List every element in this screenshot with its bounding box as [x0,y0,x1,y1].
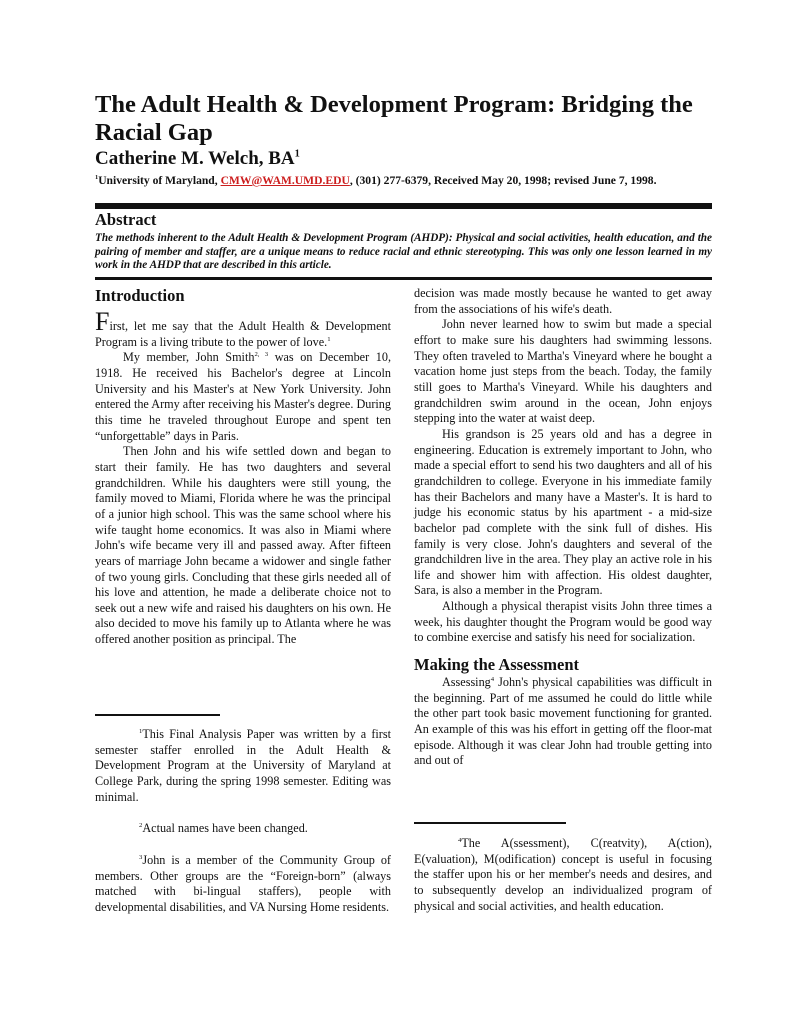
footnote-2-marker: 2 [139,822,143,830]
right-column [414,286,712,769]
author-email-link[interactable]: CMW@WAM.UMD.EDU [220,174,350,187]
paper-title: The Adult Health & Development Program: Bridging the Racial Gap [95,91,693,146]
drop-cap: F [95,307,110,336]
abstract-text: The methods inherent to the Adult Health & Development Program (AHDP): Physical and social activities, health education, and the pairing of member and staffer, are a unique means to reduce racial and ethnic stereotyping. This was only one lesson learned in my work in the AHDP that are described in this article. [95,232,712,272]
footnote-1-marker: 1 [139,727,143,735]
intro-paragraph-2-text-a: My member, John Smith [123,350,255,365]
abstract-bottom-rule [95,277,712,280]
footnote-4-marker: 4 [458,836,462,844]
assessment-paragraph-1-text-a: Assessing [442,675,491,690]
intro-paragraph-4: decision was made mostly because he wanted to get away from the associations of his wife's death. [414,286,712,316]
footnote-1-text: This Final Analysis Paper was written by a first semester staffer enrolled in the Adult Health & Development Program at the University of Maryland at College Park, during the spring 1998 semester. Editing was minimal. [95,727,391,804]
intro-paragraph-1-text: irst, let me say that the Adult Health & Development Program is a living tribute to the power of love. [95,319,391,349]
affiliation-line [95,173,710,188]
left-column [95,286,391,648]
affiliation-institution: University of Maryland, [98,174,221,187]
introduction-heading: Introduction [95,286,185,305]
footnote-ref-1: 1 [327,335,331,343]
footnotes-right [414,836,712,914]
assessment-heading: Making the Assessment [414,655,580,675]
footnotes-left [95,727,391,916]
footnote-3 [95,853,391,916]
footnote-rule-right [414,822,566,824]
footnote-1 [95,727,391,805]
intro-paragraph-3: Then John and his wife settled down and began to start their family. He has two daughters and several grandchildren. While his daughters were still young, the family moved to Miami, Florida where he was the principal of a junior high school. This was the same school where his wife taught home economics. It was also in Miami where John's wife became very ill and passed away. After fifteen years of marriage John became a widower and single father of two young girls. Concluding that these girls needed all of his love and attention, he made a deliberate choice not to seek out a new wife and raised his daughters on his own. He also decided to move his family up to Atlanta where he was offered another position as principal. The [95,444,391,647]
intro-paragraph-6: His grandson is 25 years old and has a degree in engineering. Education is extremely important to John, who made a special effort to send his two daughters and all of his grandchildren to college. Everyone in his immediate family has their Bachelors and many have a Master's. It is hard to judge his economic status by his apartment - a mid-size bachelor pad complete with the sink full of dishes. His family is very close. John's daughters and several of the grandchildren live in the area. They play an active role in his life and shower him with affection. His oldest daughter, Sara, is also a member in the Program. [414,426,712,598]
abstract-heading: Abstract [95,210,157,229]
author-line [95,148,300,170]
footnote-3-text: John is a member of the Community Group of members. Other groups are the “Foreign-born” (always matched with bi-lingual staffers), people with developmental disabilities, and VA Nursing Home residents. [95,852,391,914]
footnote-2-text: Actual names have been changed. [142,821,308,836]
author-footnote-marker: 1 [294,148,300,160]
footnote-3-marker: 3 [139,853,143,861]
affiliation-marker: 1 [95,174,99,182]
intro-paragraph-7: Although a physical therapist visits John three times a week, his daughter thought the Program would be good way to combine exercise and satisfy his need for socialization. [414,599,712,645]
footnote-ref-4: 4 [490,676,495,684]
footnote-4-text: The A(ssessment), C(reatvity), A(ction), E(valuation), M(odification) concept is useful in focusing the staffer upon his or her member's needs and desires, and to subsequently develop an individualized program of physical and social activities, and health education. [414,836,712,913]
assessment-paragraph-1-text-b: John's physical capabilities was difficult in the beginning. Part of me assumed he could do little while the other part took basic movement functioning for granted. An example of this was his effort in getting off the floor-mat episode. Although it was clear John had trouble getting into and out of [414,675,712,768]
footnote-ref-2-3: 2, 3 [254,351,269,359]
author-name: Catherine M. Welch, BA [95,148,295,169]
intro-paragraph-2 [95,350,391,444]
affiliation-details: , (301) 277-6379, Received May 20, 1998; revised June 7, 1998. [349,174,657,187]
footnote-4 [414,836,712,914]
footnote-rule-left [95,714,220,716]
intro-paragraph-2-text-b: was on December 10, 1918. He received his Bachelor's degree at Lincoln University and his Master's at New York University. John entered the Army after receiving his Master's degree. During this time he traveled throughout Europe and spent ten “unforgettable” days in Paris. [95,350,392,443]
abstract-top-rule [95,203,712,209]
assessment-paragraph-1 [414,675,712,769]
intro-paragraph-5: John never learned how to swim but made a special effort to make sure his daughters had swimming lessons. They often traveled to Martha's Vineyard where he bought a vacation home just steps from the beach. Today, the family still goes to Martha's Vineyard. While his daughters and grandchildren swim around in the ocean, John enjoys stepping into the water at waist deep. [414,317,712,426]
intro-paragraph-1 [95,307,391,350]
footnote-2 [95,821,391,837]
